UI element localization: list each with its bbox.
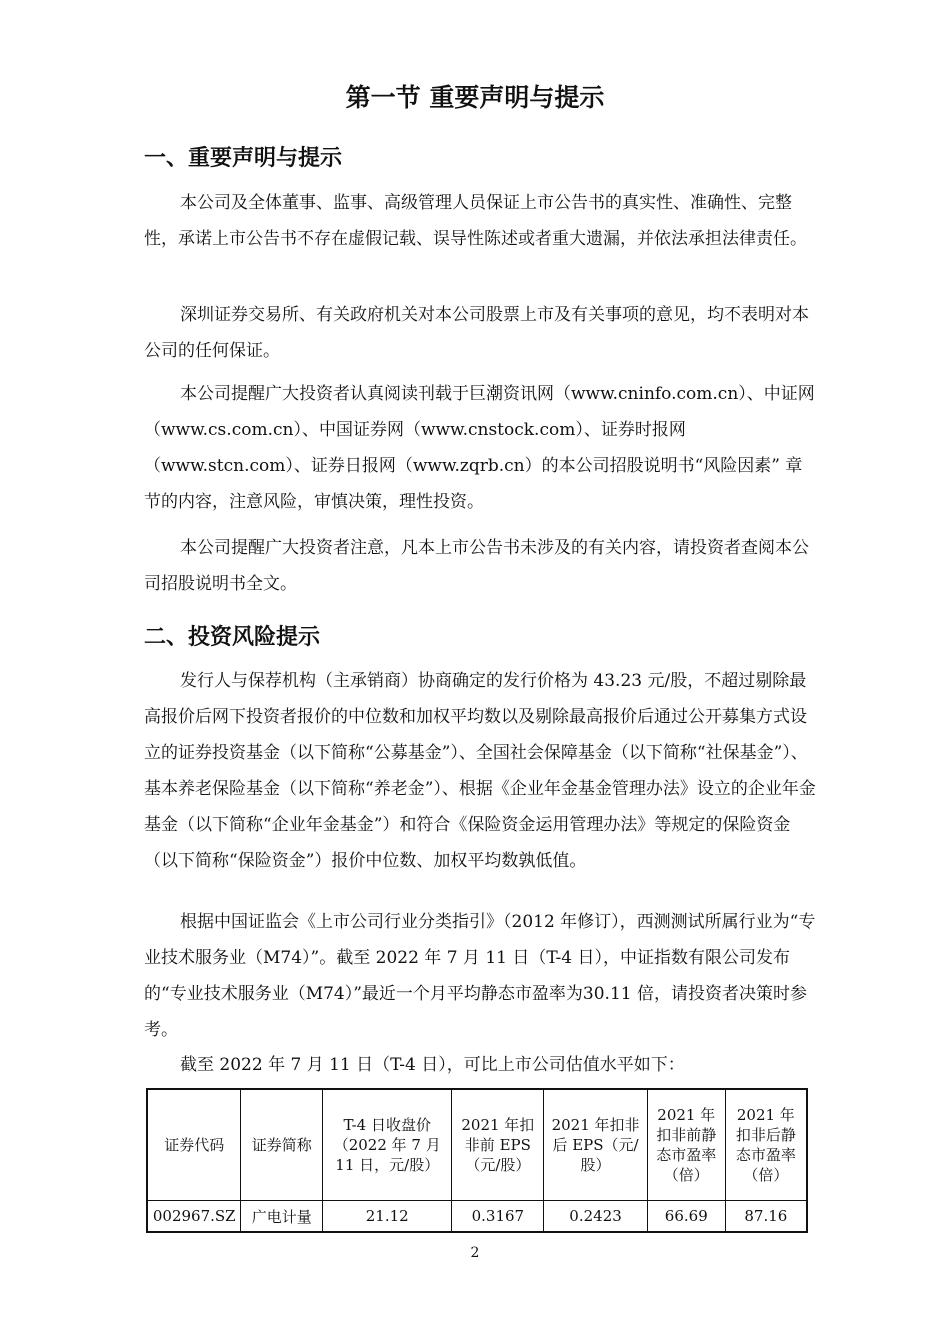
header-closing-price: T-4 日收盘价（2022 年 7 月 11 日，元/股） [323,1089,452,1201]
section-heading-declaration: 一、重要声明与提示 [144,146,343,171]
header-pe-after: 2021 年扣非后静态市盈率（倍） [725,1089,807,1201]
cell-security-code: 002967.SZ [147,1201,241,1233]
header-eps-before: 2021 年扣非前 EPS（元/股） [452,1089,544,1201]
paragraph-risk-2: 根据中国证监会《上市公司行业分类指引》（2012 年修订），西测测试所属行业为“专业技术服务业（M74）”。截至 2022 年 7 月 11 日（T-4 日），中证指数有限公司发布的“专业技术服务业（M74）”最近一个月平均静态市盈率为30.11 倍，请投资者决策时参考。 [144,912,816,1040]
paragraph-risk-1: 发行人与保荐机构（主承销商）协商确定的发行价格为 43.23 元/股，不超过剔除最高报价后网下投资者报价的中位数和加权平均数以及剔除最高报价后通过公开募集方式设立的证券投资基金（以下简称“公募基金”）、全国社会保障基金（以下简称“社保基金”）、基本养老保险基金（以下简称“养老金”）、根据《企业年金基金管理办法》设立的企业年金基金（以下简称“企业年金基金”）和符合《保险资金运用管理办法》等规定的保险资金（以下简称“保险资金”）报价中位数、加权平均数孰低值。 [144,671,816,871]
cell-pe-before: 66.69 [647,1201,725,1233]
paragraph-declaration-2: 深圳证券交易所、有关政府机关对本公司股票上市及有关事项的意见，均不表明对本公司的任何保证。 [144,305,809,361]
header-pe-before: 2021 年扣非前静态市盈率（倍） [647,1089,725,1201]
table-header-row [147,1089,807,1201]
cell-pe-after: 87.16 [725,1201,807,1233]
cell-eps-before: 0.3167 [452,1201,544,1233]
comparable-companies-table [146,1088,808,1233]
cell-closing-price: 21.12 [323,1201,452,1233]
paragraph-declaration-1: 本公司及全体董事、监事、高级管理人员保证上市公告书的真实性、准确性、完整性，承诺上市公告书不存在虚假记载、误导性陈述或者重大遗漏，并依法承担法律责任。 [144,193,807,249]
section-heading-risk: 二、投资风险提示 [144,625,321,650]
paragraph-declaration-4: 本公司提醒广大投资者注意，凡本上市公告书未涉及的有关内容，请投资者查阅本公司招股说明书全文。 [144,538,809,594]
cell-eps-after: 0.2423 [544,1201,648,1233]
page-number: 2 [470,1245,480,1261]
table-caption: 截至 2022 年 7 月 11 日（T-4 日），可比上市公司估值水平如下： [180,1055,685,1075]
header-eps-after: 2021 年扣非后 EPS（元/股） [544,1089,648,1201]
paragraph-declaration-3: 本公司提醒广大投资者认真阅读刊载于巨潮资讯网（www.cninfo.com.cn）、中证网（www.cs.com.cn）、中国证券网（www.cnstock.com）、证券时报网（www.stcn.com）、证券日报网（www.zqrb.cn）的本公司招股说明书“风险因素” 章节的内容，注意风险，审慎决策，理性投资。 [144,384,815,512]
page-title: 第一节 重要声明与提示 [345,83,605,112]
header-security-code: 证券代码 [147,1089,241,1201]
cell-security-name: 广电计量 [241,1201,323,1233]
header-security-name: 证券简称 [241,1089,323,1201]
table-row [147,1201,807,1233]
